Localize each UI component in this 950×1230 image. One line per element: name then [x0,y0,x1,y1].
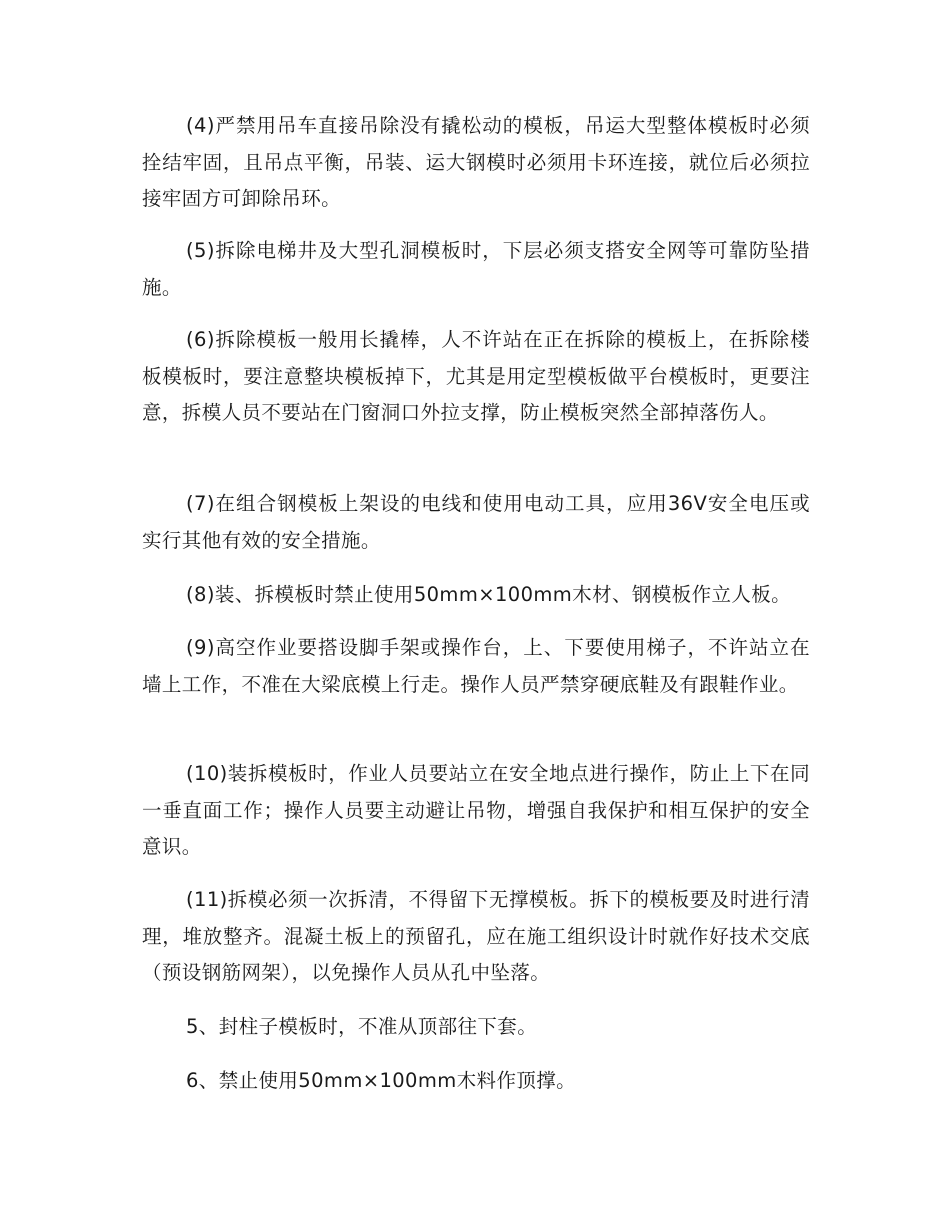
paragraph-item-10: (10)装拆模板时，作业人员要站立在安全地点进行操作，防止上下在同一垂直面工作；操作人员要主动避让吊物，增强自我保护和相互保护的安全意识。 [142,762,810,859]
paragraph-item-4: (4)严禁用吊车直接吊除没有撬松动的模板，吊运大型整体模板时必须拴结牢固，且吊点平衡，吊装、运大钢模时必须用卡环连接，就位后必须拉接牢固方可卸除吊环。 [142,114,810,211]
paragraph-item-9: (9)高空作业要搭设脚手架或操作台，上、下要使用梯子，不许站立在墙上工作，不准在大梁底模上行走。操作人员严禁穿硬底鞋及有跟鞋作业。 [142,636,810,696]
paragraph-section-5: 5、封柱子模板时，不准从顶部往下套。 [186,1015,538,1038]
paragraph-section-6: 6、禁止使用50mm×100mm木料作顶撑。 [186,1069,577,1092]
paragraph-item-8: (8)装、拆模板时禁止使用50mm×100mm木材、钢模板作立人板。 [186,583,792,606]
paragraph-item-6: (6)拆除模板一般用长撬棒，人不许站在正在拆除的模板上，在拆除楼板模板时，要注意整块模板掉下，尤其是用定型模板做平台模板时，更要注意，拆模人员不要站在门窗洞口外拉支撑，防止模板突然全部掉落伤人。 [142,328,810,425]
paragraph-item-7: (7)在组合钢模板上架设的电线和使用电动工具，应用36V安全电压或实行其他有效的安全措施。 [142,492,810,552]
paragraph-item-5: (5)拆除电梯井及大型孔洞模板时，下层必须支搭安全网等可靠防坠措施。 [142,239,810,299]
paragraph-item-11: (11)拆模必须一次拆清，不得留下无撑模板。拆下的模板要及时进行清理，堆放整齐。混凝土板上的预留孔，应在施工组织设计时就作好技术交底（预设钢筋网架），以免操作人员从孔中坠落。 [142,888,810,985]
